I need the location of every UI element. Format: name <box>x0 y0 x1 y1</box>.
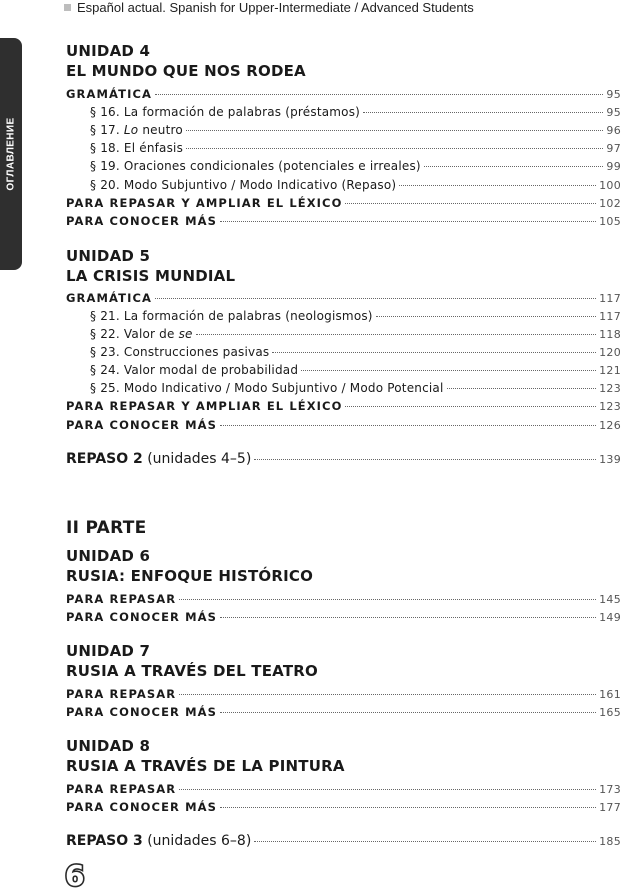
dot-leader <box>345 203 596 204</box>
unit-8-title: RUSIA A TRAVÉS DE LA PINTURA <box>66 757 345 775</box>
dot-leader <box>220 617 596 618</box>
page-number-glyph <box>64 860 90 888</box>
toc-entry-label: PARA REPASAR <box>66 782 177 796</box>
dot-leader <box>179 789 596 790</box>
toc-entry-page: 161 <box>599 688 621 701</box>
toc-entry[interactable] <box>66 608 621 626</box>
toc-entry-label: § 20. Modo Subjuntivo / Modo Indicativo (Repaso) <box>90 178 397 192</box>
toc-entry[interactable] <box>66 703 621 721</box>
header-title: Español actual. Spanish for Upper-Intermediate / Advanced Students <box>77 0 474 15</box>
dot-leader <box>155 298 596 299</box>
toc-entry-page: 95 <box>606 106 621 119</box>
unit-7-number: UNIDAD 7 <box>66 642 151 660</box>
unit-4-heading <box>66 41 606 81</box>
toc-entry-label: PARA CONOCER MÁS <box>66 610 218 624</box>
toc-entry[interactable] <box>66 212 621 230</box>
toc-entry-label: PARA REPASAR Y AMPLIAR EL LÉXICO <box>66 399 343 413</box>
dot-leader <box>220 712 596 713</box>
toc-entry-page: 96 <box>606 124 621 137</box>
dot-leader <box>179 599 596 600</box>
toc-entry[interactable] <box>90 121 621 139</box>
unit-6-heading <box>66 546 606 586</box>
toc-entry-page: 121 <box>599 364 621 377</box>
toc-entry-page: 173 <box>599 783 621 796</box>
toc-entry[interactable] <box>66 397 621 415</box>
toc-entry-page: 126 <box>599 419 621 432</box>
toc-entry-page: 149 <box>599 611 621 624</box>
dot-leader <box>447 388 597 389</box>
dot-leader <box>424 166 604 167</box>
dot-leader <box>399 185 596 186</box>
toc-entry[interactable] <box>66 798 621 816</box>
toc-entry-label: PARA CONOCER MÁS <box>66 705 218 719</box>
toc-entry-label: PARA REPASAR Y AMPLIAR EL LÉXICO <box>66 196 343 210</box>
dot-leader <box>186 130 604 131</box>
toc-entry-page: 145 <box>599 593 621 606</box>
toc-entry-label: PARA CONOCER MÁS <box>66 800 218 814</box>
toc-entry[interactable] <box>90 343 621 361</box>
dot-leader <box>363 112 603 113</box>
toc-entry[interactable] <box>90 325 621 343</box>
toc-entry[interactable] <box>90 157 621 175</box>
toc-entry-page: 123 <box>599 400 621 413</box>
toc-entry-label: § 25. Modo Indicativo / Modo Subjuntivo / Modo Potencial <box>90 381 444 395</box>
page-number <box>64 860 90 888</box>
toc-entry[interactable] <box>66 85 621 103</box>
toc-entry-page: 117 <box>599 292 621 305</box>
unit-6-title: RUSIA: ENFOQUE HISTÓRICO <box>66 567 314 585</box>
toc-entry[interactable] <box>66 780 621 798</box>
toc-entry-label: PARA REPASAR <box>66 592 177 606</box>
toc-entry-label: § 23. Construcciones pasivas <box>90 345 270 359</box>
toc-entry[interactable] <box>66 685 621 703</box>
toc-entry-page: 185 <box>599 835 621 848</box>
side-tab-label: ОГЛАВЛЕНИЕ <box>5 117 17 191</box>
toc-entry[interactable] <box>66 590 621 608</box>
toc-entry[interactable] <box>90 103 621 121</box>
toc-entry-label: § 24. Valor modal de probabilidad <box>90 363 299 377</box>
toc-entry-label: GRAMÁTICA <box>66 87 153 101</box>
unit-6-number: UNIDAD 6 <box>66 547 151 565</box>
toc-entry-page: 99 <box>606 160 621 173</box>
unit-7-heading <box>66 641 606 681</box>
toc-entry-review[interactable] <box>66 448 621 470</box>
toc-entry-page: 118 <box>599 328 621 341</box>
toc-entry-review[interactable] <box>66 830 621 852</box>
dot-leader <box>220 425 596 426</box>
toc-entry-label: REPASO 3 (unidades 6–8) <box>66 833 252 849</box>
dot-leader <box>301 370 596 371</box>
toc-entry-page: 177 <box>599 801 621 814</box>
toc-entry-page: 105 <box>599 215 621 228</box>
toc-entry-label: § 16. La formación de palabras (préstamos) <box>90 105 361 119</box>
toc-entry[interactable] <box>66 289 621 307</box>
toc-entry-page: 123 <box>599 382 621 395</box>
dot-leader <box>272 352 596 353</box>
toc-entry[interactable] <box>66 194 621 212</box>
unit-5-title: LA CRISIS MUNDIAL <box>66 267 236 285</box>
dot-leader <box>179 694 596 695</box>
dot-leader <box>345 406 596 407</box>
dot-leader <box>220 221 596 222</box>
dot-leader <box>254 841 596 842</box>
toc-entry-label: PARA REPASAR <box>66 687 177 701</box>
toc-entry[interactable] <box>90 307 621 325</box>
dot-leader <box>196 334 596 335</box>
unit-8-heading <box>66 736 606 776</box>
toc-entry-page: 97 <box>606 142 621 155</box>
toc-entry-page: 95 <box>606 88 621 101</box>
toc-entry-page: 120 <box>599 346 621 359</box>
toc-entry-page: 100 <box>599 179 621 192</box>
toc-entry-label: § 18. El énfasis <box>90 141 184 155</box>
unit-7-title: RUSIA A TRAVÉS DEL TEATRO <box>66 662 318 680</box>
toc-entry[interactable] <box>90 361 621 379</box>
toc-entry-page: 102 <box>599 197 621 210</box>
toc-entry-page: 117 <box>599 310 621 323</box>
toc-entry-label: § 19. Oraciones condicionales (potenciales e irreales) <box>90 159 421 173</box>
unit-4-title: EL MUNDO QUE NOS RODEA <box>66 62 306 80</box>
toc-entry-page: 139 <box>599 453 621 466</box>
unit-5-heading <box>66 246 606 286</box>
dot-leader <box>254 459 596 460</box>
dot-leader <box>155 94 603 95</box>
toc-entry-label: GRAMÁTICA <box>66 291 153 305</box>
unit-4-number: UNIDAD 4 <box>66 42 151 60</box>
toc-entry-label: REPASO 2 (unidades 4–5) <box>66 451 252 467</box>
toc-entry-label: § 21. La formación de palabras (neologismos) <box>90 309 373 323</box>
dot-leader <box>186 148 603 149</box>
toc-entry[interactable] <box>90 139 621 157</box>
toc-entry[interactable] <box>66 416 621 434</box>
toc-entry[interactable] <box>90 176 621 194</box>
unit-5-number: UNIDAD 5 <box>66 247 151 265</box>
toc-entry-label: PARA CONOCER MÁS <box>66 418 218 432</box>
dot-leader <box>376 316 596 317</box>
dot-leader <box>220 807 596 808</box>
toc-entry[interactable] <box>90 379 621 397</box>
toc-entry-label: § 22. Valor de se <box>90 327 193 341</box>
unit-8-number: UNIDAD 8 <box>66 737 151 755</box>
toc-entry-page: 165 <box>599 706 621 719</box>
part-heading: II PARTE <box>66 518 147 538</box>
toc-entry-label: § 17. Lo neutro <box>90 123 183 137</box>
page-number-text: 6 <box>65 860 85 888</box>
toc-entry-label: PARA CONOCER MÁS <box>66 214 218 228</box>
